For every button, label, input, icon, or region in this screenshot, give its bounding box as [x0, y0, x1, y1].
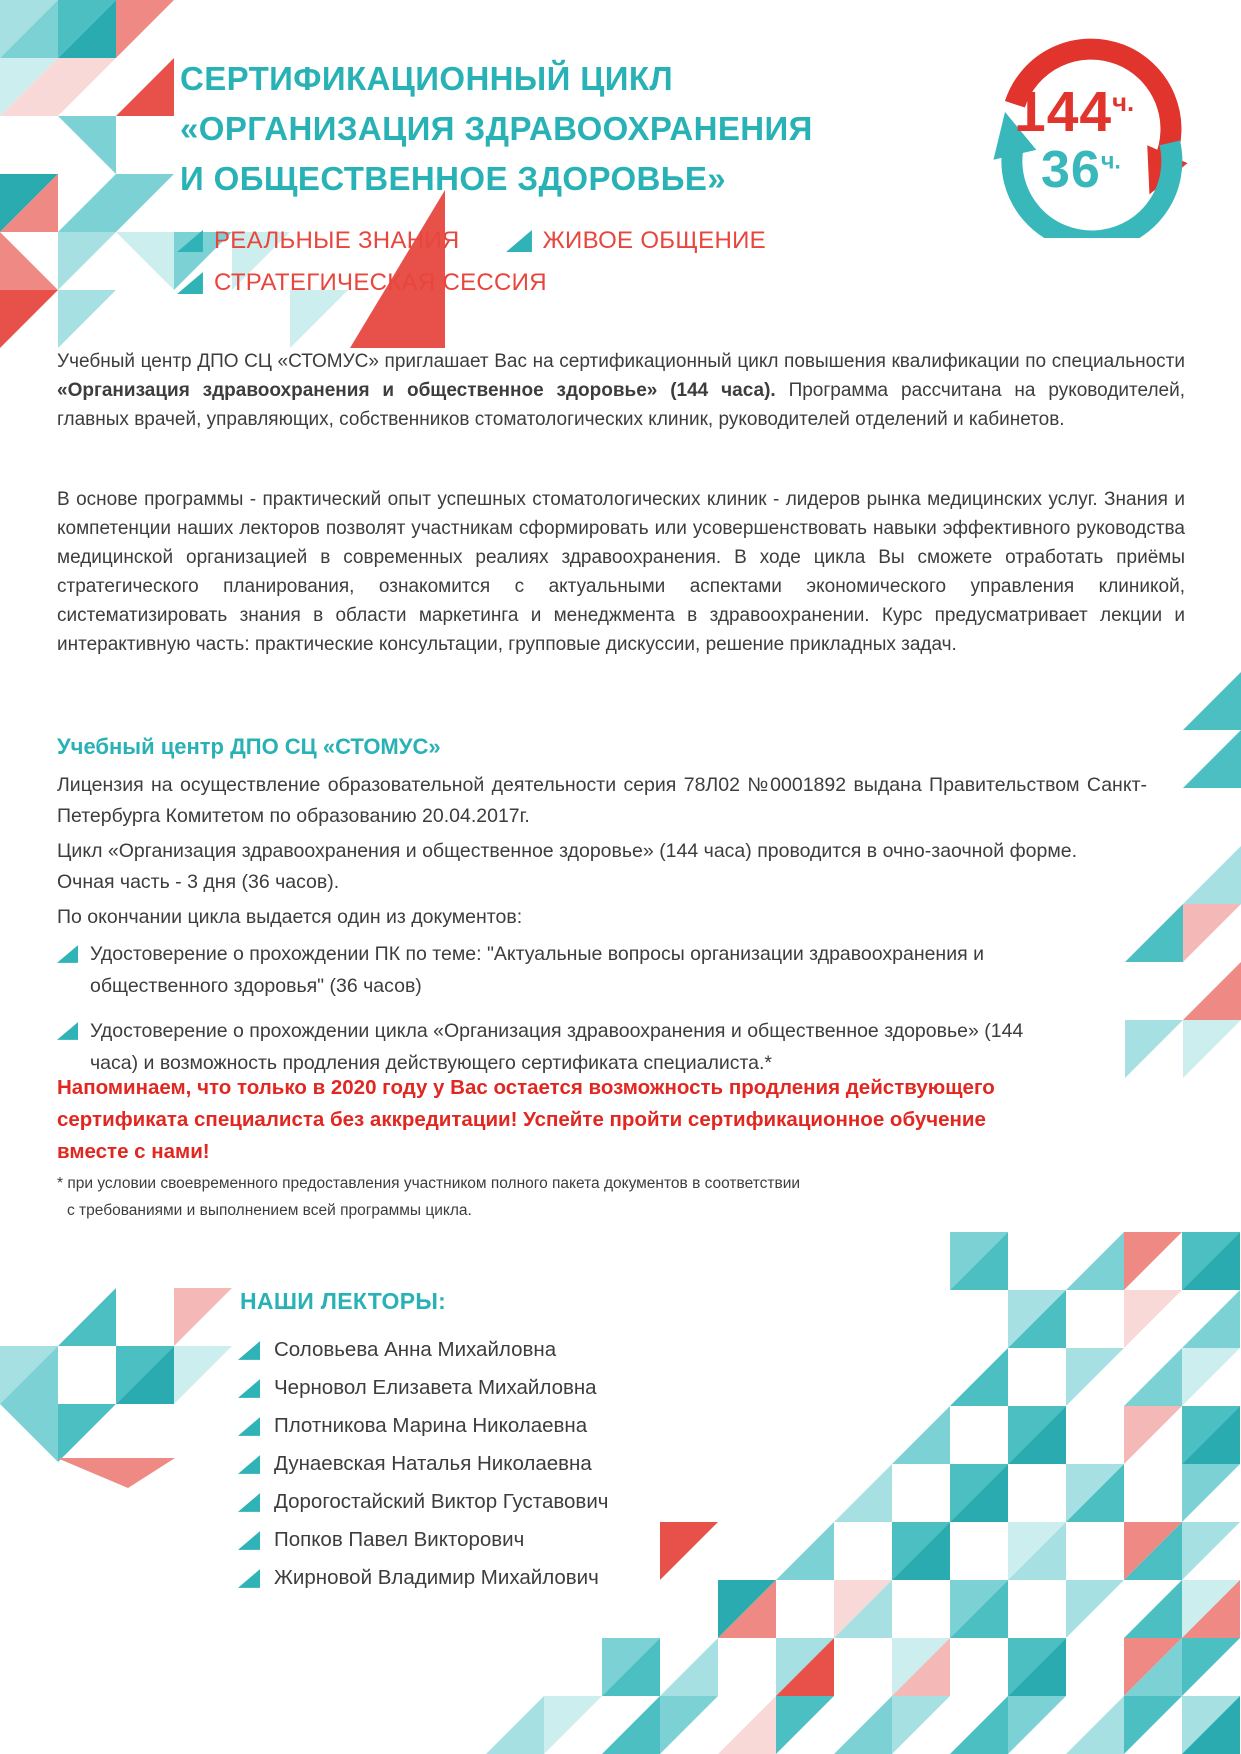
text-line: * при условии своевременного предоставления участником полного пакета документов в соответствии: [57, 1175, 801, 1192]
title-line-1: СЕРТИФИКАЦИОННЫЙ ЦИКЛ: [180, 60, 674, 97]
hours-onsite: $36^{ч.}$: [1041, 141, 1121, 199]
triangle-bullet-icon: [57, 945, 78, 963]
triangle-bullet-icon: [177, 272, 203, 294]
feature-item: [506, 227, 766, 255]
list-item-text: Дунаевская Наталья Николаевна: [274, 1452, 592, 1475]
cycle-paragraph: Цикл «Организация здравоохранения и общественное здоровье» (144 часа) проводится в очно-заочной форме. Очная часть - 3 дня (36 часов).: [57, 840, 1077, 893]
triangle-bullet-icon: [238, 1455, 260, 1474]
document-item: [57, 1015, 1047, 1079]
intro-paragraph-2: В основе программы - практический опыт успешных стоматологических клиник - лидеров рынка медицинских услуг. Знания и компетенции наших лекторов позволят участникам сформировать или усовершенствовать навыки эффективного руководства медицинской организацией в современных реалиях здравоохранения. В ходе цикла Вы сможете отработать приёмы стратегического планирования, ознакомится с актуальными аспектами экономического управления клиникой, систематизировать знания в области маркетинга и менеджмента в здравоохранении. Курс предусматривает лекции и интерактивную часть: практические консультации, групповые дискуссии, решение прикладных задач.: [57, 489, 1185, 655]
text-line: с требованиями и выполнением всей программы цикла.: [67, 1202, 472, 1219]
triangle-bullet-icon: [238, 1341, 260, 1360]
feature-list: [177, 227, 827, 297]
lecturer-item: [238, 1452, 608, 1475]
document-title: [180, 54, 900, 204]
title-line-2: «ОРГАНИЗАЦИЯ ЗДРАВООХРАНЕНИЯ: [180, 110, 813, 147]
hours-total: $144^{ч.}$: [1014, 80, 1135, 144]
list-item-text: Соловьева Анна Михайловна: [274, 1338, 557, 1361]
list-item-text: Удостоверение о прохождении ПК по теме: "Актуальные вопросы организации здравоохранения и общественного здоровья" (36 часов): [90, 943, 984, 997]
lecturers-list: [238, 1338, 608, 1604]
footnote-text: [57, 1170, 817, 1224]
title-line-3: И ОБЩЕСТВЕННОЕ ЗДОРОВЬЕ»: [180, 160, 727, 197]
list-item-text: ЖИВОЕ ОБЩЕНИЕ: [542, 227, 766, 254]
documents-list: [57, 938, 1047, 1092]
list-item-text: СТРАТЕГИЧЕСКАЯ СЕССИЯ: [214, 269, 547, 296]
documents-intro: По окончании цикла выдается один из документов:: [57, 906, 523, 928]
lecturer-item: [238, 1490, 608, 1513]
list-item-text: Дорогостайский Виктор Густавович: [274, 1490, 609, 1513]
list-item-text: Попков Павел Викторович: [274, 1528, 525, 1551]
triangle-bullet-icon: [238, 1379, 260, 1398]
lecturer-item: [238, 1414, 608, 1437]
text-line: сертификата специалиста без аккредитации! Успейте пройти сертификационное обучение: [57, 1108, 986, 1131]
lecturer-item: [238, 1566, 608, 1589]
feature-item: [177, 227, 460, 255]
hours-unit: ч.: [1100, 147, 1121, 174]
triangle-bullet-icon: [177, 230, 203, 252]
warning-text: [57, 1072, 997, 1168]
list-item-text: Черновол Елизавета Михайловна: [274, 1376, 597, 1399]
stomus-section-heading: Учебный центр ДПО СЦ «СТОМУС»: [57, 734, 441, 759]
lecturer-item: [238, 1376, 608, 1399]
lecturers-heading: НАШИ ЛЕКТОРЫ:: [240, 1288, 447, 1314]
text-line: вместе с нами!: [57, 1140, 210, 1163]
triangle-bullet-icon: [238, 1569, 260, 1588]
document-item: [57, 938, 1047, 1002]
lecturer-item: [238, 1528, 608, 1551]
lecturer-item: [238, 1338, 608, 1361]
license-paragraph: Лицензия на осуществление образовательной деятельности серия 78Л02 №0001892 выдана Правительством Санкт-Петербурга Комитетом по образованию 20.04.2017г.: [57, 774, 1147, 827]
hours-unit: ч.: [1112, 89, 1135, 117]
list-item-text: Плотникова Марина Николаевна: [274, 1414, 588, 1437]
list-item-text: Жирновой Владимир Михайлович: [274, 1566, 599, 1589]
triangle-bullet-icon: [506, 230, 532, 252]
list-item-text: Удостоверение о прохождении цикла «Организация здравоохранения и общественное здоровье» (144 часа) и возможность продления действующего сертификата специалиста.*: [90, 1020, 1024, 1074]
intro-paragraph-1: Учебный центр ДПО СЦ «СТОМУС» приглашает Вас на сертификационный цикл повышения квалификации по специальности «Организация здравоохранения и общественное здоровье» (144 часа). Программа рассчитана на руководителей, главных врачей, управляющих, собственников стоматологических клиник, руководителей отделений и кабинетов.: [57, 351, 1185, 430]
hours-badge: [986, 26, 1198, 238]
triangle-bullet-icon: [238, 1417, 260, 1436]
feature-item: [177, 269, 547, 297]
text-line: Напоминаем, что только в 2020 году у Вас остается возможность продления действующего: [57, 1076, 995, 1099]
triangle-bullet-icon: [57, 1022, 78, 1040]
triangle-bullet-icon: [238, 1531, 260, 1550]
triangle-bullet-icon: [238, 1493, 260, 1512]
list-item-text: РЕАЛЬНЫЕ ЗНАНИЯ: [214, 227, 460, 254]
